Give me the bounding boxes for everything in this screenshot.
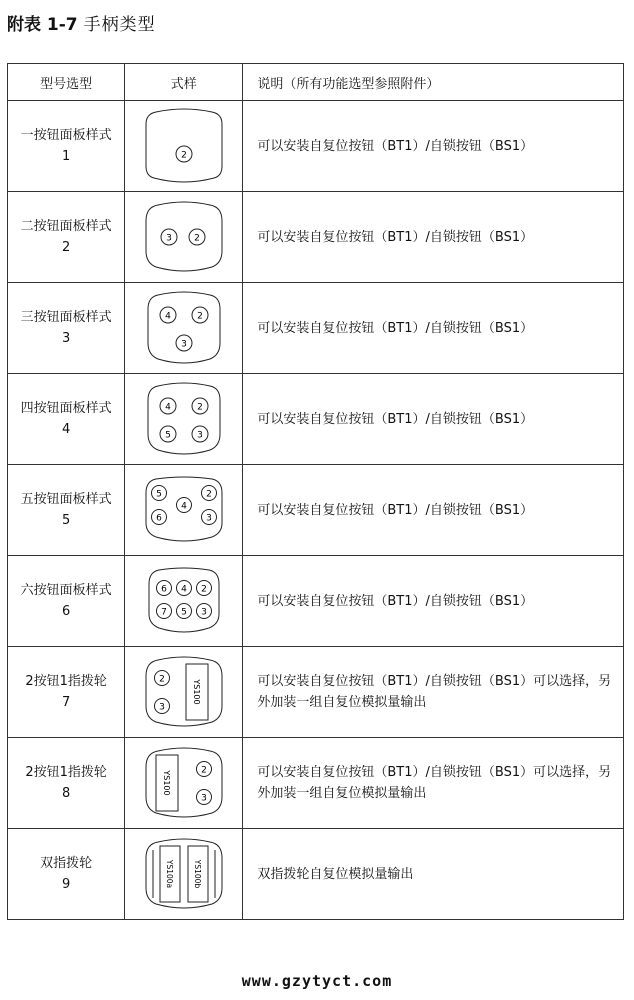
button-circle	[160, 398, 176, 414]
button-number: 4	[180, 584, 187, 595]
button-number: 4	[164, 311, 171, 322]
model-number: 3	[61, 331, 71, 346]
table-row	[8, 192, 624, 283]
table-row	[8, 374, 624, 465]
table-row	[8, 556, 624, 647]
handle-type-table	[7, 63, 624, 920]
desc-cell: 可以安装自复位按钮（BT1）/自锁按钮（BS1）可以选择，另外加装一组自复位模拟量输出	[243, 738, 624, 829]
button-number: 2	[205, 489, 212, 500]
model-name: 2按钮1指拨轮	[25, 765, 107, 780]
button-circle	[189, 229, 205, 245]
model-number: 8	[61, 786, 71, 801]
model-cell	[8, 101, 125, 192]
model-number: 1	[61, 149, 71, 164]
wheel-label: YS100b	[192, 859, 202, 889]
panel-dual-wheel-diagram	[142, 836, 226, 912]
model-name: 三按钮面板样式	[20, 310, 112, 325]
button-circle	[176, 581, 191, 596]
button-number: 4	[180, 501, 187, 512]
button-number: 2	[180, 150, 187, 161]
panel-button-wheel-diagram	[142, 654, 226, 730]
button-circle	[154, 671, 169, 686]
button-circle	[176, 498, 191, 513]
model-cell	[8, 283, 125, 374]
header-model: 型号选型	[8, 64, 125, 101]
caption-name: 手柄类型	[83, 15, 156, 35]
panel-3-button-diagram	[144, 289, 224, 367]
desc-cell: 双指拨轮自复位模拟量输出	[243, 829, 624, 920]
table-row	[8, 283, 624, 374]
button-number: 2	[196, 402, 203, 413]
button-number: 6	[155, 513, 162, 524]
footer-website: www.gzytyct.com	[241, 972, 393, 990]
model-cell	[8, 374, 125, 465]
panel-5-button-diagram	[142, 475, 226, 545]
table-header-row	[8, 64, 624, 101]
button-number: 2	[193, 233, 200, 244]
header-desc: 说明（所有功能选型参照附件）	[243, 64, 624, 101]
button-number: 3	[158, 702, 165, 713]
button-number: 5	[155, 489, 162, 500]
button-number: 3	[200, 607, 207, 618]
table-row	[8, 829, 624, 920]
desc-cell: 可以安装自复位按钮（BT1）/自锁按钮（BS1）	[243, 101, 624, 192]
model-cell	[8, 465, 125, 556]
model-name: 二按钮面板样式	[20, 219, 112, 234]
style-cell	[125, 556, 243, 647]
model-name: 双指拨轮	[40, 856, 93, 871]
button-number: 6	[160, 584, 167, 595]
panel-6-button-diagram	[145, 566, 223, 636]
button-circle	[160, 426, 176, 442]
model-number: 6	[61, 604, 71, 619]
table-row	[8, 738, 624, 829]
table-caption	[7, 10, 156, 35]
model-number: 9	[61, 877, 71, 892]
button-circle	[196, 581, 211, 596]
button-circle	[176, 146, 192, 162]
model-cell	[8, 192, 125, 283]
thumb-wheel	[160, 846, 180, 902]
table-row	[8, 465, 624, 556]
desc-cell: 可以安装自复位按钮（BT1）/自锁按钮（BS1）	[243, 465, 624, 556]
button-number: 4	[164, 402, 171, 413]
button-number: 3	[196, 430, 203, 441]
button-circle	[192, 307, 208, 323]
button-number: 5	[164, 430, 171, 441]
button-number: 2	[200, 765, 207, 776]
style-cell	[125, 647, 243, 738]
panel-4-button-diagram	[144, 380, 224, 458]
style-cell	[125, 465, 243, 556]
model-number: 2	[61, 240, 71, 255]
table-row	[8, 647, 624, 738]
desc-cell: 可以安装自复位按钮（BT1）/自锁按钮（BS1）	[243, 556, 624, 647]
panel-1-button-diagram	[142, 106, 226, 186]
button-circle	[156, 581, 171, 596]
style-cell	[125, 192, 243, 283]
thumb-wheel	[156, 755, 178, 811]
model-name: 一按钮面板样式	[20, 128, 112, 143]
button-number: 3	[180, 339, 187, 350]
header-style: 式样	[125, 64, 243, 101]
style-cell	[125, 738, 243, 829]
table-row	[8, 101, 624, 192]
button-number: 7	[160, 607, 167, 618]
panel-2-button-diagram	[142, 199, 226, 275]
wheel-label: YS100	[191, 679, 201, 705]
button-circle	[176, 335, 192, 351]
model-cell	[8, 829, 125, 920]
button-circle	[196, 762, 211, 777]
button-circle	[151, 486, 166, 501]
button-circle	[201, 486, 216, 501]
model-cell	[8, 738, 125, 829]
model-name: 四按钮面板样式	[20, 401, 112, 416]
button-circle	[154, 699, 169, 714]
style-cell	[125, 283, 243, 374]
button-number: 3	[200, 793, 207, 804]
caption-code: 附表 1-7	[7, 15, 78, 35]
button-circle	[160, 307, 176, 323]
model-cell	[8, 647, 125, 738]
button-circle	[196, 790, 211, 805]
wheel-label: YS100	[161, 770, 171, 796]
button-number: 5	[180, 607, 187, 618]
model-cell	[8, 556, 125, 647]
button-number: 3	[205, 513, 212, 524]
model-name: 六按钮面板样式	[20, 583, 112, 598]
button-circle	[156, 604, 171, 619]
desc-cell: 可以安装自复位按钮（BT1）/自锁按钮（BS1）	[243, 283, 624, 374]
style-cell	[125, 829, 243, 920]
model-name: 五按钮面板样式	[20, 492, 112, 507]
model-number: 7	[61, 695, 71, 710]
button-circle	[151, 510, 166, 525]
button-number: 3	[165, 233, 172, 244]
thumb-wheel	[188, 846, 208, 902]
button-circle	[192, 398, 208, 414]
panel-wheel-button-diagram	[142, 745, 226, 821]
style-cell	[125, 374, 243, 465]
wheel-label: YS100a	[164, 859, 174, 889]
desc-cell: 可以安装自复位按钮（BT1）/自锁按钮（BS1）可以选择，另外加装一组自复位模拟量输出	[243, 647, 624, 738]
style-cell	[125, 101, 243, 192]
button-circle	[176, 604, 191, 619]
thumb-wheel	[186, 664, 208, 720]
button-circle	[196, 604, 211, 619]
model-number: 4	[61, 422, 71, 437]
button-circle	[161, 229, 177, 245]
model-name: 2按钮1指拨轮	[25, 674, 107, 689]
button-circle	[192, 426, 208, 442]
button-number: 2	[158, 674, 165, 685]
button-number: 2	[200, 584, 207, 595]
button-number: 2	[196, 311, 203, 322]
button-circle	[201, 510, 216, 525]
desc-cell: 可以安装自复位按钮（BT1）/自锁按钮（BS1）	[243, 374, 624, 465]
model-number: 5	[61, 513, 71, 528]
desc-cell: 可以安装自复位按钮（BT1）/自锁按钮（BS1）	[243, 192, 624, 283]
